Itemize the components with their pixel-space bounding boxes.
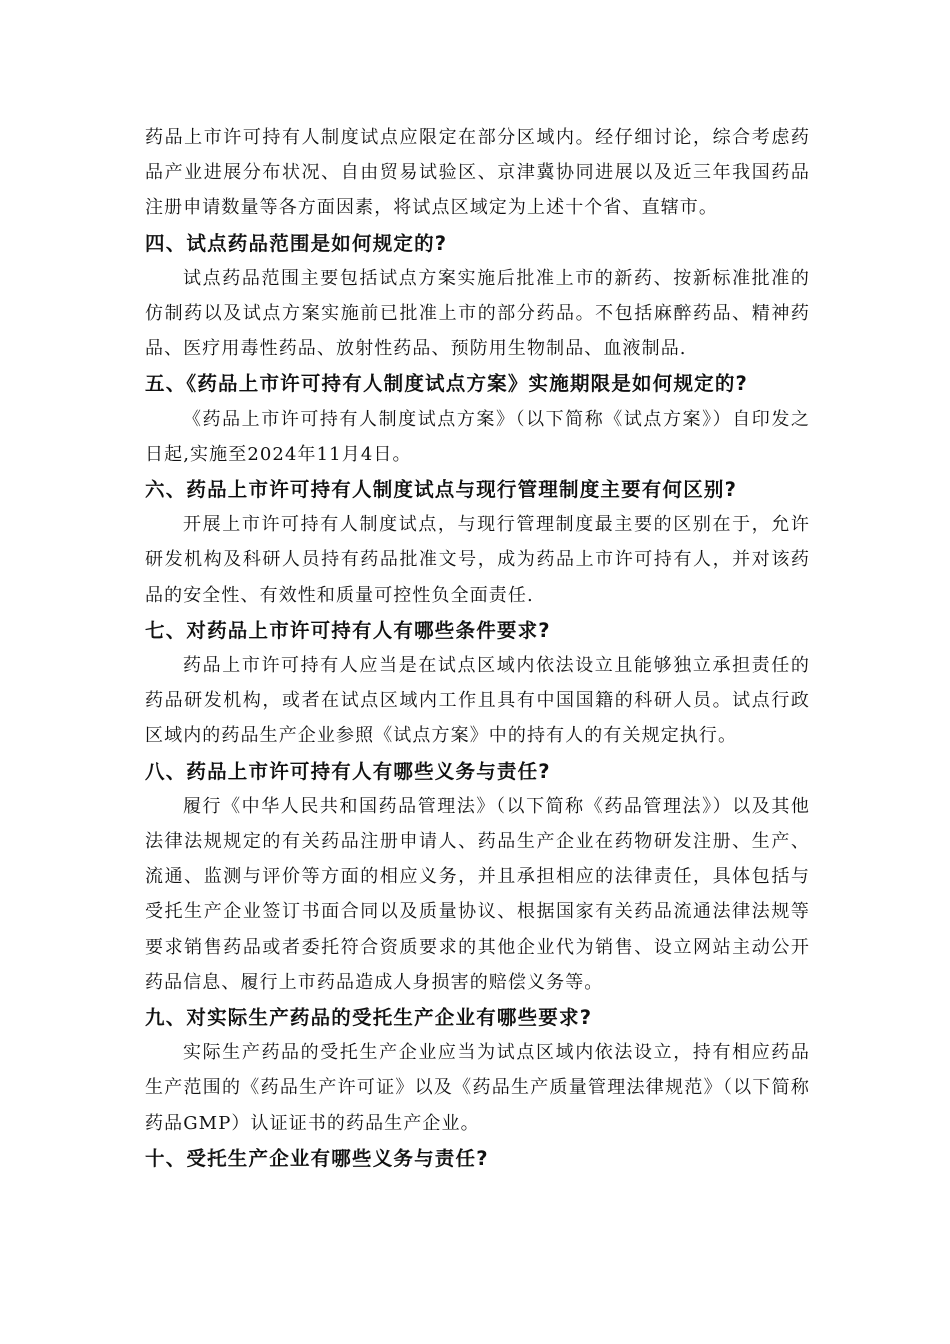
paragraph-holder-requirements: 药品上市许可持有人应当是在试点区域内依法设立且能够独立承担责任的药品研发机构，或者在试点区域内工作且具有中国国籍的科研人员。试点行政区域内的药品生产企业参照《试点方案》中的持有人的有关规定执行。 — [145, 655, 810, 747]
paragraph-differences: 开展上市许可持有人制度试点，与现行管理制度最主要的区别在于，允许研发机构及科研人员持有药品批准文号，成为药品上市许可持有人，并对该药品的安全性、有效性和质量可控性负全面责任. — [145, 514, 810, 606]
heading-differences: 六、药品上市许可持有人制度试点与现行管理制度主要有何区别? — [145, 478, 738, 502]
paragraph-region-rationale: 药品上市许可持有人制度试点应限定在部分区域内。经仔细讨论，综合考虑药品产业进展分布状况、自由贸易试验区、京津冀协同进展以及近三年我国药品注册申请数量等各方面因素，将试点区域定为上述十个省、直辖市。 — [145, 127, 810, 219]
heading-drug-scope: 四、试点药品范围是如何规定的? — [145, 231, 448, 255]
heading-holder-obligations: 八、药品上市许可持有人有哪些义务与责任? — [145, 759, 551, 783]
heading-holder-requirements: 七、对药品上市许可持有人有哪些条件要求? — [145, 618, 551, 642]
paragraph-manufacturer-requirements: 实际生产药品的受托生产企业应当为试点区域内依法设立，持有相应药品生产范围的《药品生产许可证》以及《药品生产质量管理法律规范》（以下简称药品GMP）认证证书的药品生产企业。 — [145, 1042, 810, 1134]
heading-manufacturer-obligations: 十、受托生产企业有哪些义务与责任? — [145, 1146, 489, 1170]
paragraph-drug-scope: 试点药品范围主要包括试点方案实施后批准上市的新药、按新标准批准的仿制药以及试点方案实施前已批准上市的部分药品。不包括麻醉药品、精神药品、医疗用毒性药品、放射性药品、预防用生物制品、血液制品. — [145, 267, 810, 360]
heading-manufacturer-requirements: 九、对实际生产药品的受托生产企业有哪些要求? — [145, 1006, 593, 1030]
heading-implementation-period: 五、《药品上市许可持有人制度试点方案》实施期限是如何规定的? — [145, 372, 749, 396]
paragraph-holder-obligations: 履行《中华人民共和国药品管理法》（以下简称《药品管理法》）以及其他法律法规规定的有关药品注册申请人、药品生产企业在药物研发注册、生产、流通、监测与评价等方面的相应义务，并且承担相应的法律责任，具体包括与受托生产企业签订书面合同以及质量协议、根据国家有关药品流通法律法规等要求销售药品或者委托符合资质要求的其他企业代为销售、设立网站主动公开药品信息、履行上市药品造成人身损害的赔偿义务等。 — [145, 795, 810, 993]
paragraph-implementation-period: 《药品上市许可持有人制度试点方案》（以下简称《试点方案》）自印发之日起,实施至2024年11月4日。 — [145, 408, 810, 465]
